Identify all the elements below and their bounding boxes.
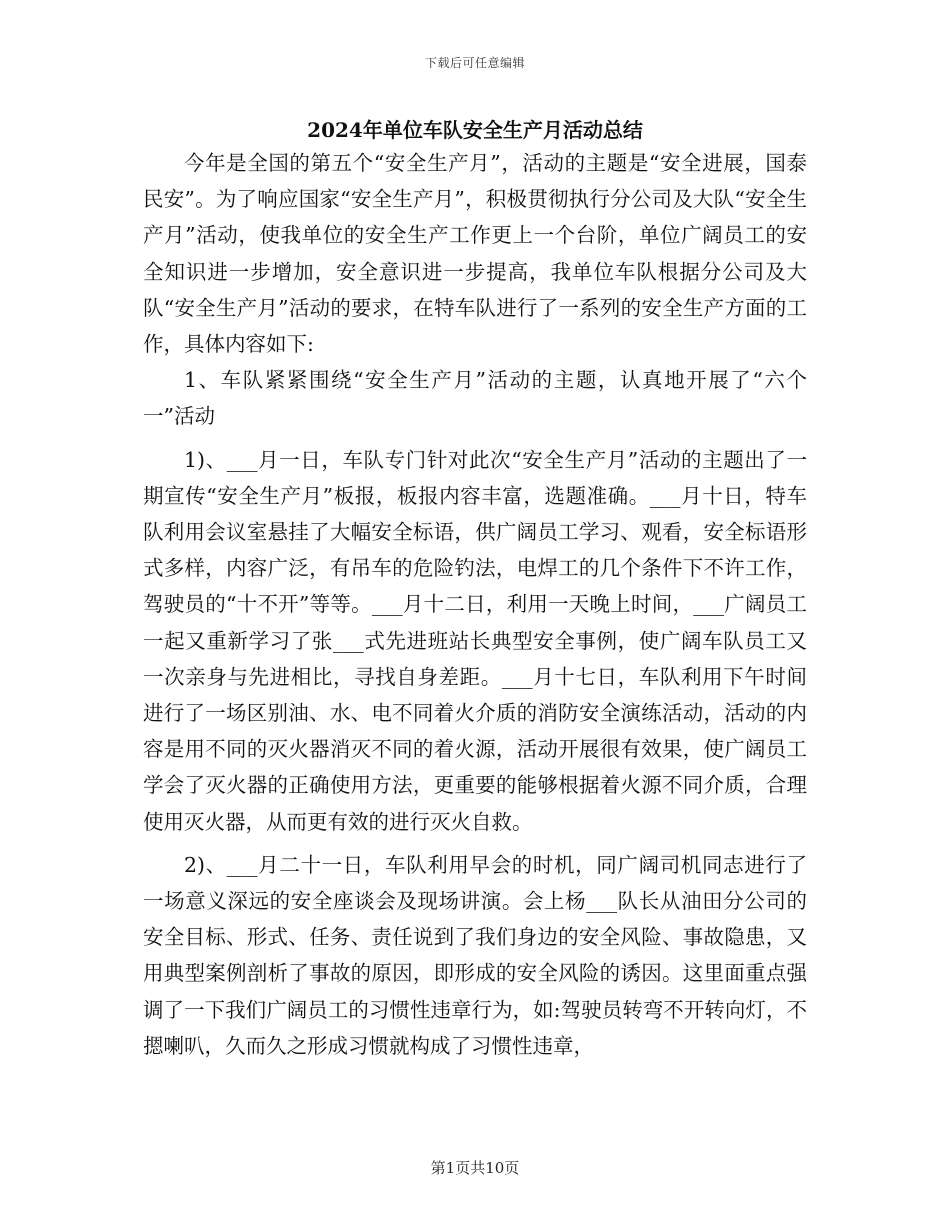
page-title: 2024年单位车队安全生产月活动总结	[307, 118, 643, 142]
header-note: 下载后可任意编辑	[424, 56, 525, 70]
paragraph-item-2: 2)、___月二十一日，车队利用早会的时机，同广阔司机同志进行了一场意义深远的安全座谈会及现场讲演。会上杨___队长从油田分公司的安全目标、形式、任务、责任说到了我们身边的安全风险、事故隐患，又用典型案例剖析了事故的原因，即形成的安全风险的诱因。这里面重点强调了一下我们广阔员工的习惯性违章行为，如:驾驶员转弯不开转向灯，不摁喇叭，久而久之形成习惯就构成了习惯性违章，	[143, 852, 807, 1058]
paragraph-item-1: 1)、___月一日，车队专门针对此次“安全生产月”活动的主题出了一期宣传“安全生产月”板报，板报内容丰富，选题准确。___月十日，特车队利用会议室悬挂了大幅安全标语，供广阔员工学习、观看，安全标语形式多样，内容广泛，有吊车的危险钓法，电焊工的几个条件下不许工作，驾驶员的“十不开”等等。___月十二日，利用一天晚上时间，___广阔员工一起又重新学习了张___式先进班站长典型安全事例，使广阔车队员工又一次亲身与先进相比，寻找自身差距。___月十七日，车队利用下午时间进行了一场区别油、水、电不同着火介质的消防安全演练活动，活动的内容是用不同的灭火器消灭不同的着火源，活动开展很有效果，使广阔员工学会了灭火器的正确使用方法，更重要的能够根据着火源不同介质，合理使用灭火器，从而更有效的进行灭火自救。	[143, 447, 807, 834]
paragraph-section-1: 1、车队紧紧围绕“安全生产月”活动的主题，认真地开展了“六个一”活动	[143, 368, 807, 429]
paragraph-intro: 今年是全国的第五个“安全生产月”，活动的主题是“安全进展，国泰民安”。为了响应国家“安全生产月”，积极贯彻执行分公司及大队“安全生产月”活动，使我单位的安全生产工作更上一个台阶，单位广阔员工的安全知识进一步增加，安全意识进一步提高，我单位车队根据分公司及大队“安全生产月”活动的要求，在特车队进行了一系列的安全生产方面的工作，具体内容如下:	[143, 151, 807, 357]
page-number: 第1页共10页	[430, 1159, 520, 1177]
document-body	[143, 145, 807, 1064]
